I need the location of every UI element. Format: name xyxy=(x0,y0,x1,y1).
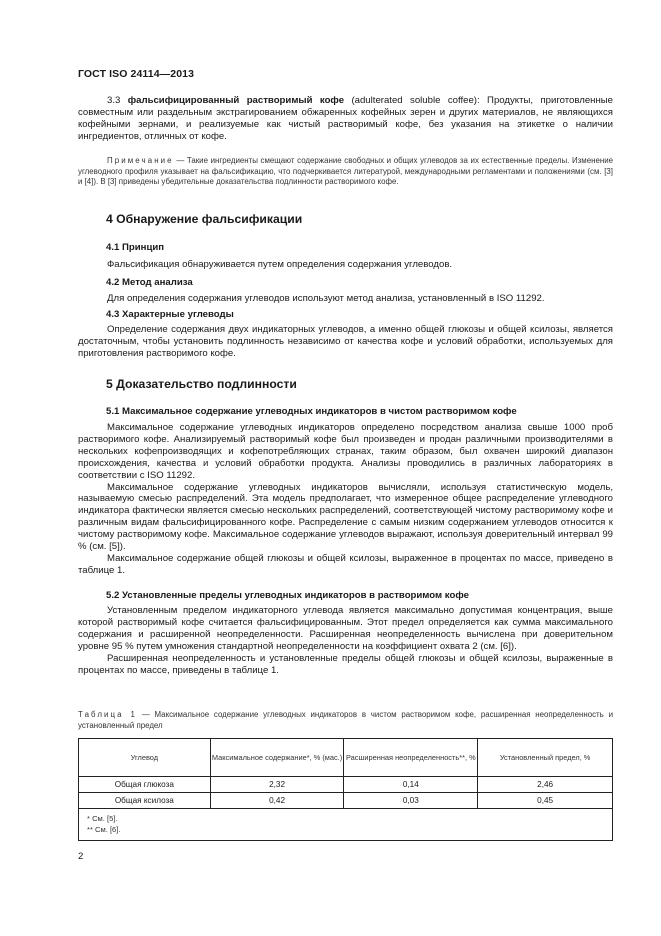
footnote: * См. [5]. xyxy=(87,814,118,823)
table-caption-label: Таблица 1 xyxy=(78,710,138,719)
section-5-1-paragraph-2: Максимальное содержание углеводных индикаторов вычисляли, используя статистическую модель, называемую смесью распределений. Эта модель предполагает, что измеренное общее распределение углеводного индикатора фактически является смесью нескольких распределений, соответствующей чистому растворимому кофе и различным видам фальсифицированного кофе. Распределение с самым низким содержанием углеводов относится к чистому растворимому кофе. Максимальное содержание углеводов выражают, используя доверительный интервал 99 % (см. [5]). xyxy=(78,481,613,553)
table-cell: 2,46 xyxy=(478,777,613,793)
section-5-1-title: 5.1 Максимальное содержание углеводных индикаторов в чистом растворимом кофе xyxy=(106,406,517,417)
table-row xyxy=(79,793,613,809)
note-text: — Такие ингредиенты смещают содержание свободных и общих углеводов за их естественные пределы. Изменение углеводного профиля указывает на фальсификацию, что подчеркивается литературой, международными регламентами и положениями (см. [3] и [4]). В [3] приведены убедительные доказательства подлинности растворимого кофе. xyxy=(78,156,613,187)
section-5-1-paragraph-1: Максимальное содержание углеводных индикаторов определено посредством анализа свыше 1000 проб растворимого кофе. Анализируемый растворимый кофе был произведен и продан различными производителями в нескольких кофепроизводящих и кофепотребляющих странах, таким образом, был охвачен широкий диапазон происхождения, качества и условий обработки продукта. Анализы проводились в различных лабораториях в соответствии с ISO 11292. xyxy=(78,422,613,481)
document-header: ГОСТ ISO 24114—2013 xyxy=(78,68,195,80)
section-5-1-body xyxy=(78,422,613,577)
note-block xyxy=(78,156,613,188)
definition-text: (adulterated soluble coffee): Продукты, приготовленные совместным или раздельным экстрагированием обжаренных кофейных зерен и других материалов, не являющихся кофейными зернами, и реализуемые как чистый растворимый кофе, без указания на этикетке о наличии ингредиентов, отличных от кофе. xyxy=(78,95,614,142)
section-4-1-title: 4.1 Принцип xyxy=(106,242,165,253)
section-5-2-paragraph-1: Установленным пределом индикаторного углевода является максимально допустимая концентрация, выше которой растворимый кофе считается фальсифицированным. Этот предел определяется как сумма максимального содержания и расширенной неопределенности. Расширенная неопределенность вычислена при доверительном уровне 95 % путем умножения стандартной неопределенности на коэффициент охвата 2 (см. [6]). xyxy=(78,605,613,652)
column-header: Максимальное содержание*, % (мас.) xyxy=(210,739,344,777)
table-footnotes xyxy=(79,809,613,841)
section-3-3 xyxy=(78,95,613,143)
table-cell: 0,42 xyxy=(210,793,344,809)
footnote: ** См. [6]. xyxy=(87,824,121,834)
section-4-title: 4 Обнаружение фальсификации xyxy=(106,212,303,226)
table-footnotes-row xyxy=(79,809,613,841)
section-5-2-body xyxy=(78,605,613,676)
section-4-2-text: Для определения содержания углеводов используют метод анализа, установленный в ISO 11292. xyxy=(107,293,545,304)
note-paragraph xyxy=(78,156,613,188)
section-4-1-text: Фальсификация обнаруживается путем определения содержания углеводов. xyxy=(107,259,453,270)
section-5-title: 5 Доказательство подлинности xyxy=(106,377,297,391)
table-caption-text: — Максимальное содержание углеводных индикаторов в чистом растворимом кофе, расширенная неопределенность и установленный предел xyxy=(78,710,613,730)
table-1 xyxy=(78,738,613,841)
column-header: Углевод xyxy=(79,739,211,777)
table-caption xyxy=(78,710,613,731)
table-header-row xyxy=(79,739,613,777)
section-5-2-title: 5.2 Установленные пределы углеводных индикаторов в растворимом кофе xyxy=(106,590,469,601)
section-4-2-body xyxy=(78,293,613,305)
table-row xyxy=(79,777,613,793)
table-cell: 2,32 xyxy=(210,777,344,793)
section-5-1-paragraph-3: Максимальное содержание общей глюкозы и общей ксилозы, выраженное в процентах по массе, приведено в таблице 1. xyxy=(78,552,613,576)
section-5-2-paragraph-2: Расширенная неопределенность и установленные пределы общей глюкозы и общей ксилозы, выраженные в процентах по массе, приведены в таблице 1. xyxy=(78,652,613,676)
defined-term: фальсифицированный растворимый кофе xyxy=(127,95,345,106)
section-4-3-body xyxy=(78,324,613,360)
definition-paragraph xyxy=(78,95,613,143)
table-cell: 0,03 xyxy=(344,793,478,809)
section-4-1-body xyxy=(78,259,613,271)
section-4-2-title: 4.2 Метод анализа xyxy=(106,277,193,288)
column-header: Установленный предел, % xyxy=(478,739,613,777)
column-header: Расширенная неопределенность**, % xyxy=(344,739,478,777)
table-cell: Общая ксилоза xyxy=(79,793,211,809)
table-cell: Общая глюкоза xyxy=(79,777,211,793)
section-4-3-title: 4.3 Характерные углеводы xyxy=(106,309,234,320)
note-label: Примечание xyxy=(107,156,174,165)
section-4-3-text: Определение содержания двух индикаторных углеводов, а именно общей глюкозы и общей ксилозы, является достаточным, чтобы установить подлинность независимо от качества кофе и условий обработки, используемых для приготовления растворимого кофе. xyxy=(78,324,613,359)
page-number: 2 xyxy=(78,851,84,862)
table-cell: 0,45 xyxy=(478,793,613,809)
table-cell: 0,14 xyxy=(344,777,478,793)
section-number: 3.3 xyxy=(107,95,121,106)
